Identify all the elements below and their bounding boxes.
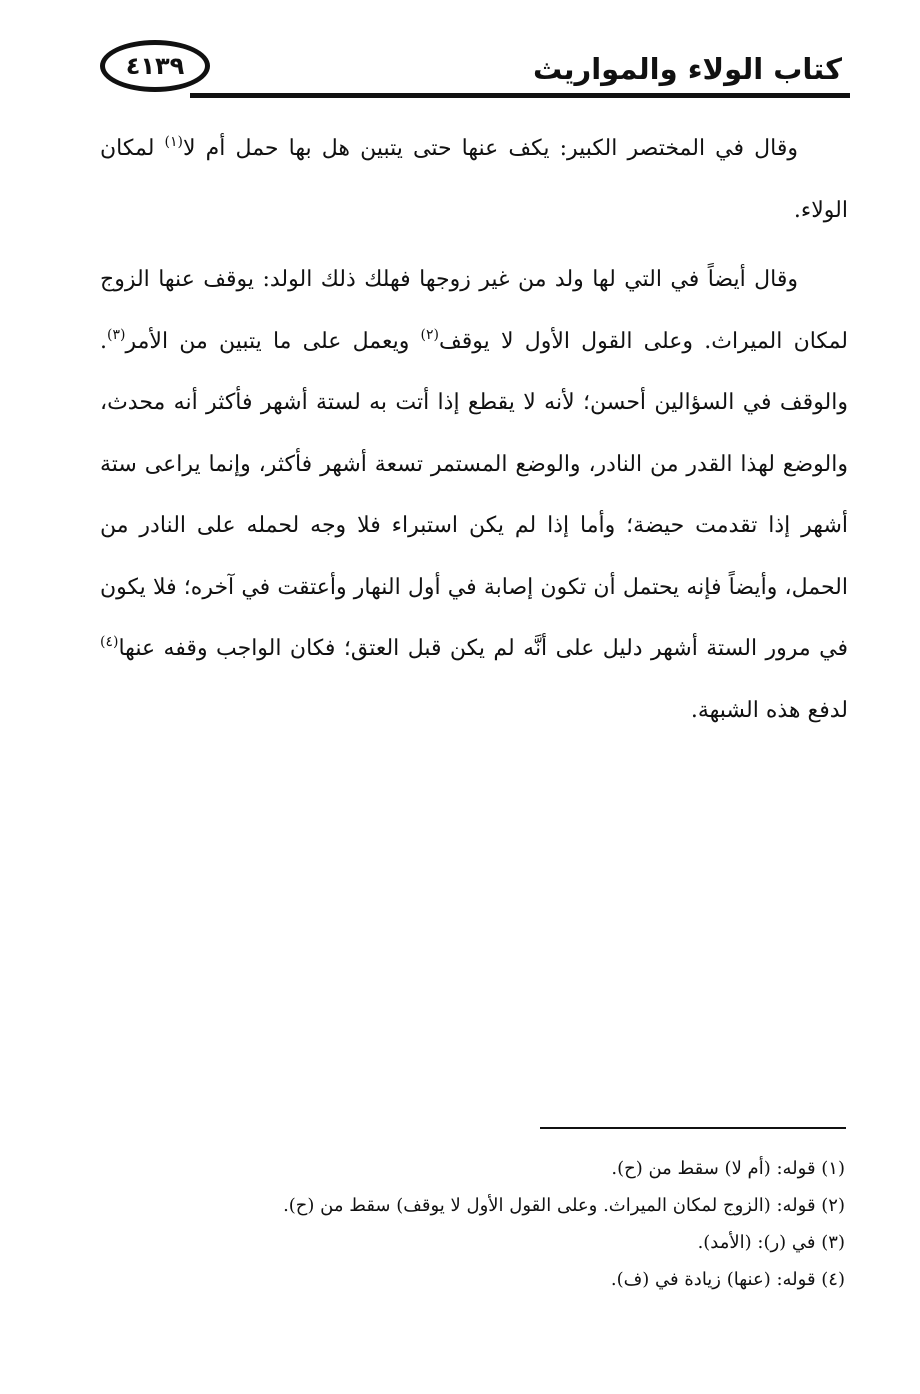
header-rule — [190, 93, 850, 98]
paragraph-1-text-a: وقال في المختصر الكبير: يكف عنها حتى يتبين هل بها حمل أم لا — [183, 136, 798, 161]
paragraph-2-text-b: ويعمل على ما يتبين من الأمر — [125, 328, 421, 354]
footnote-4: (٤) قوله: (عنها) زيادة في (ف). — [610, 1269, 845, 1290]
page-number: ٤١٣٩ — [125, 52, 185, 80]
paragraph-2-text-c: . والوقف في السؤالين أحسن؛ لأنه لا يقطع إذا أتت به لستة أشهر فأكثر أنه محدث، والوضع لهذا القدر من النادر، والوضع المستمر تسعة أشهر فأكثر، وإنما يراعى ستة أشهر إذا تقدمت حيضة؛ وأما إذا لم يكن استبراء فلا وجه لحمله على النادر من الحمل، وأيضاً فإنه يحتمل أن تكون إصابة في أول النهار وأعتقت في آخره؛ فلا يكون في مرور الستة أشهر دليل على أنَّه لم يكن قبل العتق؛ فكان الواجب وقفه عنها — [100, 328, 848, 661]
footnote-2: (٢) قوله: (الزوج لمكان الميراث. وعلى القول الأول لا يوقف) سقط من (ح). — [283, 1195, 845, 1216]
footnote-1: (١) قوله: (أم لا) سقط من (ح). — [611, 1158, 845, 1179]
footnote-ref-4[interactable]: (٤) — [100, 634, 119, 650]
footnote-ref-3[interactable]: (٣) — [107, 326, 126, 343]
paragraph-1-text-b: لمكان الولاء. — [100, 136, 848, 223]
footnote-separator — [540, 1127, 846, 1129]
paragraph-2-text-a: وقال أيضاً في التي لها ولد من غير زوجها فهلك ذلك الولد: يوقف عنها الزوج لمكان الميراث. وعلى القول الأول لا يوقف — [100, 267, 848, 354]
page-header — [100, 38, 850, 108]
paragraph-2 — [100, 249, 848, 741]
running-title: كتاب الولاء والمواريث — [532, 52, 842, 86]
footnote-3: (٣) في (ر): (الأمد). — [697, 1232, 845, 1253]
footnote-ref-1[interactable]: (١) — [164, 134, 184, 150]
paragraph-2-text-d: لدفع هذه الشبهة. — [690, 697, 848, 723]
footnote-ref-2[interactable]: (٢) — [420, 326, 439, 343]
footnotes — [100, 1150, 845, 1298]
main-text — [100, 118, 848, 751]
page-number-badge — [100, 40, 210, 92]
paragraph-1 — [100, 118, 848, 241]
